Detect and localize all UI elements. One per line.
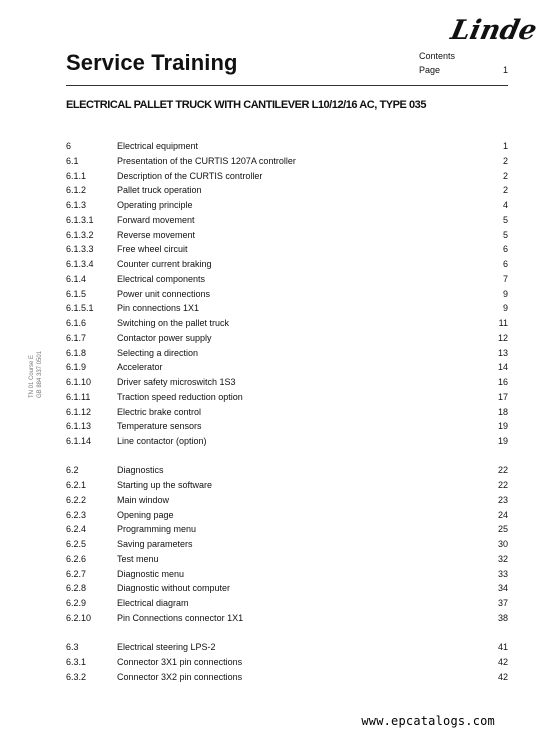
toc-entry-page: 2	[502, 170, 508, 181]
toc-entry-page: 7	[502, 273, 508, 284]
toc-entry-title: Reverse movement	[117, 229, 196, 240]
toc-entry-number: 6.1.9	[66, 362, 87, 373]
toc-entry-page: 6	[502, 244, 508, 255]
toc-entry-page: 23	[497, 494, 508, 505]
toc-entry-number: 6.2	[66, 465, 79, 476]
toc-entry-title: Electrical steering LPS-2	[117, 642, 216, 652]
toc-entry-number: 6.1.7	[66, 332, 87, 343]
toc-entry[interactable]	[66, 346, 508, 361]
toc-entry[interactable]	[66, 154, 508, 169]
toc-entry-page: 9	[502, 303, 508, 314]
toc-entry[interactable]	[66, 581, 508, 596]
toc-entry-page: 33	[497, 568, 508, 579]
toc-entry-number: 6.1.11	[66, 391, 91, 402]
toc-entry-page: 5	[502, 214, 508, 225]
toc-entry[interactable]	[66, 213, 508, 228]
toc-entry-number: 6.2.2	[66, 494, 87, 505]
toc-entry-number: 6.2.9	[66, 598, 87, 608]
header-divider	[66, 85, 508, 86]
toc-entry-number: 6.2.10	[66, 612, 92, 623]
header-page-number: 1	[502, 65, 508, 75]
toc-entry[interactable]	[66, 552, 508, 567]
toc-entry[interactable]	[66, 331, 508, 346]
toc-entry-number: 6.1.3.2	[66, 229, 94, 240]
toc-entry[interactable]	[66, 169, 508, 184]
toc-entry-title: Accelerator	[117, 362, 163, 373]
toc-entry-page: 14	[497, 362, 508, 373]
toc-entry-page: 19	[497, 421, 508, 432]
toc-entry-number: 6.3	[66, 642, 79, 652]
side-reference-line: GB 884 337 0501	[37, 350, 43, 398]
toc-entry[interactable]	[66, 537, 508, 552]
toc-entry[interactable]	[66, 670, 508, 685]
toc-entry[interactable]	[66, 183, 508, 198]
toc-entry-page: 19	[497, 436, 508, 446]
toc-entry-title: Electrical components	[117, 273, 206, 284]
toc-entry[interactable]	[66, 611, 508, 626]
toc-entry-title: Free wheel circuit	[117, 244, 188, 255]
toc-entry-number: 6.1.4	[66, 273, 87, 284]
toc-entry-title: Power unit connections	[117, 288, 211, 299]
toc-entry-page: 37	[497, 598, 508, 608]
toc-entry-number: 6.1.12	[66, 406, 92, 417]
toc-entry-page: 25	[497, 524, 508, 535]
toc-entry-page: 1	[502, 141, 508, 151]
footer-url: www.epcatalogs.com	[361, 714, 495, 728]
toc-entry-page: 11	[498, 318, 508, 328]
toc-entry[interactable]	[66, 522, 508, 537]
toc-entry-title: Electrical diagram	[117, 598, 189, 608]
toc-entry-number: 6.2.6	[66, 553, 87, 564]
side-reference-text	[28, 351, 44, 398]
toc-entry-title: Pallet truck operation	[117, 185, 202, 196]
toc-entry[interactable]	[66, 493, 508, 508]
toc-entry[interactable]	[66, 316, 508, 331]
toc-entry-page: 42	[497, 656, 508, 667]
toc-section	[66, 463, 508, 625]
toc-entry-number: 6.3.1	[66, 656, 87, 667]
side-reference-line: TN 01 Course E	[29, 354, 35, 398]
document-subtitle: ELECTRICAL PALLET TRUCK WITH CANTILEVER L10/12/16 AC, TYPE 035	[66, 99, 427, 111]
svg-text:Linde: Linde	[448, 14, 540, 46]
toc-entry-page: 2	[502, 185, 508, 196]
toc-entry[interactable]	[66, 287, 508, 302]
toc-entry-title: Forward movement	[117, 214, 195, 225]
toc-entry-number: 6.1.3.4	[66, 259, 94, 269]
toc-entry-page: 32	[497, 553, 508, 564]
toc-entry[interactable]	[66, 478, 508, 493]
toc-entry-title: Opening page	[117, 509, 174, 520]
toc-entry-page: 12	[497, 332, 508, 343]
toc-entry-page: 38	[497, 612, 508, 623]
toc-entry[interactable]	[66, 390, 508, 405]
toc-entry-title: Operating principle	[117, 200, 193, 210]
toc-entry[interactable]	[66, 419, 508, 434]
toc-entry-number: 6.1.10	[66, 377, 92, 387]
toc-entry-number: 6.1.3	[66, 200, 87, 210]
toc-entry-title: Main window	[117, 494, 170, 505]
toc-entry-title: Traction speed reduction option	[117, 391, 243, 402]
toc-section	[66, 640, 508, 684]
toc-entry[interactable]	[66, 640, 508, 655]
toc-entry-page: 22	[497, 480, 508, 490]
toc-entry-page: 16	[497, 377, 508, 387]
toc-entry-title: Saving parameters	[117, 539, 193, 549]
toc-entry-page: 34	[497, 583, 508, 594]
toc-entry-title: Connector 3X2 pin connections	[117, 671, 243, 682]
toc-entry[interactable]	[66, 242, 508, 257]
toc-entry[interactable]	[66, 405, 508, 420]
toc-entry[interactable]	[66, 567, 508, 582]
toc-entry-page: 18	[497, 406, 508, 417]
toc-entry-title: Pin Connections connector 1X1	[117, 612, 244, 623]
toc-entry-number: 6.1.1	[66, 170, 87, 181]
toc-entry-title: Diagnostic menu	[117, 568, 185, 579]
toc-entry[interactable]	[66, 508, 508, 523]
toc-entry-page: 6	[502, 259, 508, 269]
toc-entry-number: 6.2.7	[66, 568, 87, 579]
toc-entry[interactable]	[66, 434, 508, 449]
toc-entry[interactable]	[66, 360, 508, 375]
toc-entry-title: Switching on the pallet truck	[117, 318, 230, 328]
toc-entry-title: Diagnostic without computer	[117, 583, 231, 594]
header-page-label: Page	[419, 65, 441, 75]
toc-entry-number: 6.1.8	[66, 347, 87, 358]
table-of-contents	[66, 139, 508, 699]
toc-entry-number: 6.1.2	[66, 185, 87, 196]
toc-entry[interactable]	[66, 228, 508, 243]
toc-entry-number: 6.1.5	[66, 288, 87, 299]
toc-entry-title: Starting up the software	[117, 480, 213, 490]
toc-entry-page: 2	[502, 155, 508, 166]
toc-section	[66, 139, 508, 449]
toc-entry-number: 6.1.14	[66, 436, 92, 446]
toc-entry-number: 6	[66, 141, 72, 151]
toc-entry-page: 17	[497, 391, 508, 402]
linde-logo	[447, 13, 540, 47]
toc-entry[interactable]	[66, 301, 508, 316]
toc-entry-number: 6.1.6	[66, 318, 87, 328]
toc-entry[interactable]	[66, 375, 508, 390]
toc-entry-number: 6.2.5	[66, 539, 87, 549]
toc-entry-page: 13	[497, 347, 508, 358]
toc-entry-number: 6.1.5.1	[66, 303, 94, 314]
page-title: Service Training	[66, 50, 238, 75]
toc-entry-number: 6.2.1	[66, 480, 87, 490]
toc-entry-page: 30	[497, 539, 508, 549]
toc-entry-title: Programming menu	[117, 524, 197, 535]
toc-entry[interactable]	[66, 272, 508, 287]
toc-entry-number: 6.3.2	[66, 671, 87, 682]
toc-entry-title: Temperature sensors	[117, 421, 202, 432]
toc-entry-title: Connector 3X1 pin connections	[117, 656, 243, 667]
toc-entry[interactable]	[66, 463, 508, 478]
toc-entry[interactable]	[66, 257, 508, 272]
toc-entry-number: 6.1.3.1	[66, 214, 94, 225]
toc-entry-title: Pin connections 1X1	[117, 303, 200, 314]
toc-entry-title: Diagnostics	[117, 465, 164, 476]
toc-entry-title: Line contactor (option)	[117, 436, 207, 446]
toc-entry-page: 42	[497, 671, 508, 682]
toc-entry[interactable]	[66, 198, 508, 213]
toc-entry-title: Electrical equipment	[117, 141, 199, 151]
toc-entry-number: 6.2.4	[66, 524, 87, 535]
toc-entry-page: 5	[502, 229, 508, 240]
toc-entry-title: Test menu	[117, 553, 159, 564]
toc-entry-number: 6.1.13	[66, 421, 92, 432]
toc-entry-title: Electric brake control	[117, 406, 202, 417]
toc-entry-title: Selecting a direction	[117, 347, 199, 358]
toc-entry-number: 6.2.3	[66, 509, 87, 520]
toc-entry-title: Driver safety microswitch 1S3	[117, 377, 236, 387]
toc-entry[interactable]	[66, 655, 508, 670]
toc-entry-number: 6.1.3.3	[66, 244, 94, 255]
toc-entry-page: 9	[502, 288, 508, 299]
toc-entry-page: 24	[497, 509, 508, 520]
toc-entry[interactable]	[66, 139, 508, 154]
toc-entry[interactable]	[66, 596, 508, 611]
header-contents-label: Contents	[419, 51, 456, 61]
toc-entry-page: 4	[502, 200, 508, 210]
toc-entry-title: Description of the CURTIS controller	[117, 170, 263, 181]
toc-entry-number: 6.1	[66, 155, 79, 166]
toc-entry-number: 6.2.8	[66, 583, 87, 594]
toc-entry-page: 22	[497, 465, 508, 476]
toc-entry-title: Contactor power supply	[117, 332, 212, 343]
toc-entry-page: 41	[497, 642, 508, 652]
toc-entry-title: Presentation of the CURTIS 1207A controller	[117, 155, 296, 166]
toc-entry-title: Counter current braking	[117, 259, 212, 269]
